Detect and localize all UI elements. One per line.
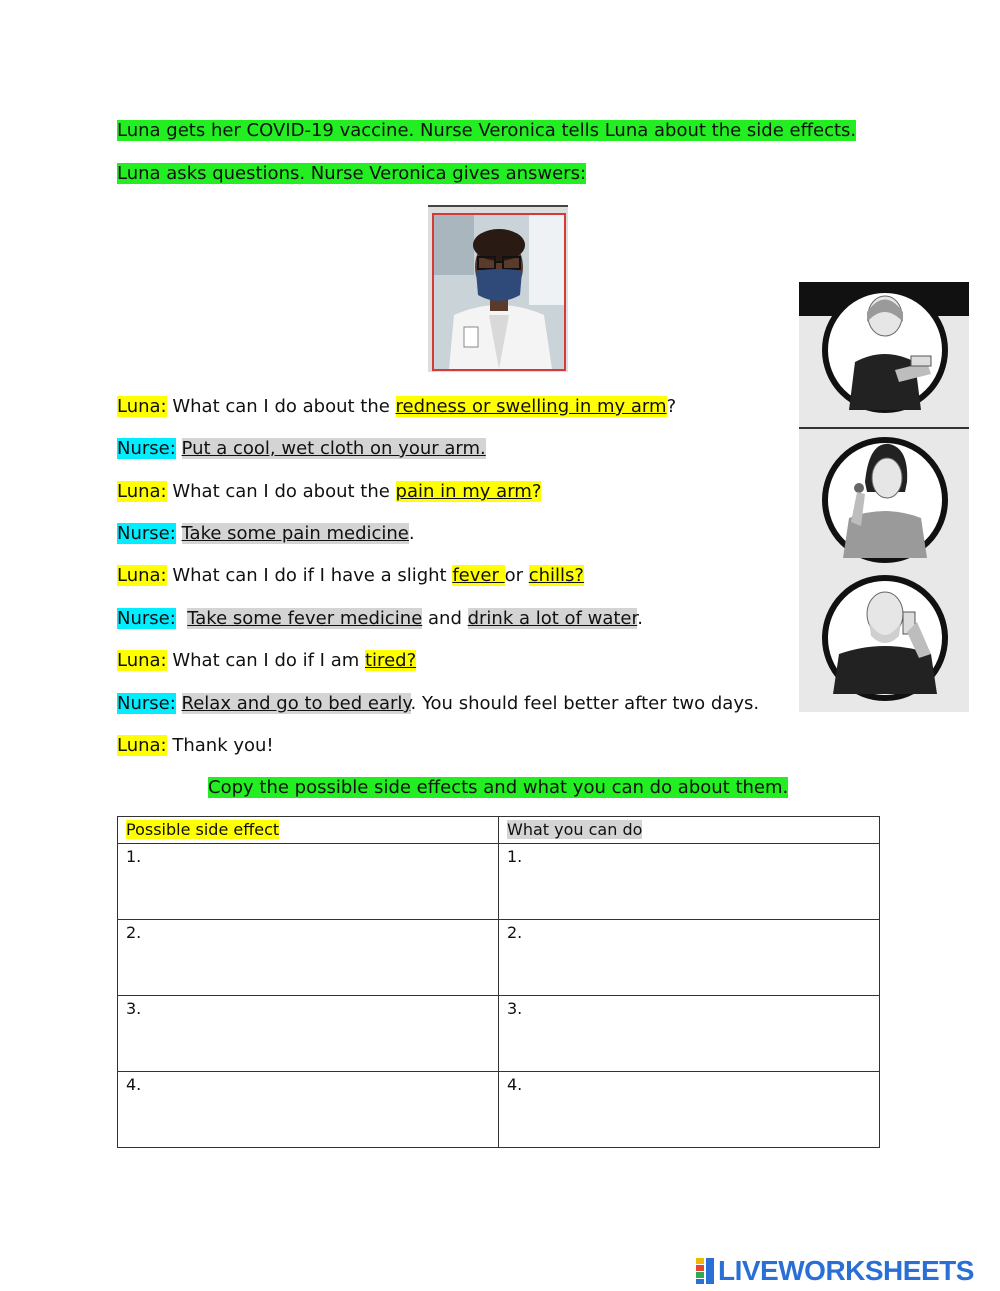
- answer-blank: pain in my arm: [395, 481, 532, 502]
- answer-blank: Take some fever medicine: [187, 608, 423, 629]
- dialogue-line-4: Nurse: Take some pain medicine.: [117, 523, 415, 544]
- side-effect-cell[interactable]: 1.: [118, 844, 499, 920]
- dialogue-line-8: Nurse: Relax and go to bed early. You should feel better after two days.: [117, 693, 760, 714]
- side-effect-cell[interactable]: 3.: [118, 996, 499, 1072]
- side-effects-table: [117, 816, 880, 1148]
- dialogue-line-5: Luna: What can I do if I have a slight fever or chills?: [117, 565, 584, 586]
- dialogue-line-3: Luna: What can I do about the pain in my arm?: [117, 481, 542, 502]
- speaker-luna: Luna:: [117, 735, 167, 756]
- table-row: [118, 920, 880, 996]
- intro-line-1: Luna gets her COVID-19 vaccine. Nurse Veronica tells Luna about the side effects.: [117, 120, 857, 141]
- answer-blank: Put a cool, wet cloth on your arm.: [181, 438, 486, 459]
- answer-blank: Relax and go to bed early: [181, 693, 411, 714]
- dialogue-line-6: Nurse: Take some fever medicine and drink a lot of water.: [117, 608, 643, 629]
- dialogue-line-2: [117, 438, 486, 460]
- liveworksheets-logo-icon: [696, 1258, 714, 1284]
- intro-line-2: Luna asks questions. Nurse Veronica gives answers:: [117, 163, 587, 184]
- instruction: Copy the possible side effects and what you can do about them.: [208, 777, 789, 798]
- side-effects-illustration: [799, 282, 969, 712]
- nurse-photo: [428, 205, 568, 372]
- table-row: [118, 1072, 880, 1148]
- speaker-luna: Luna:: [117, 650, 167, 671]
- speaker-luna: Luna:: [117, 481, 167, 502]
- table-row: [118, 996, 880, 1072]
- speaker-luna: Luna:: [117, 396, 167, 417]
- arm-injury-icon: [825, 290, 945, 410]
- answer-blank: redness or swelling in my arm: [395, 396, 667, 417]
- side-effect-cell[interactable]: 2.: [118, 920, 499, 996]
- header-what-you-can-do: What you can do: [499, 817, 880, 844]
- header-side-effect: Possible side effect: [118, 817, 499, 844]
- speaker-nurse: Nurse:: [117, 608, 176, 629]
- answer-blank: tired?: [365, 650, 417, 671]
- dialogue-line-1: Luna: What can I do about the redness or swelling in my arm?: [117, 396, 677, 417]
- speaker-nurse: Nurse:: [117, 693, 176, 714]
- side-effect-cell[interactable]: 4.: [118, 1072, 499, 1148]
- table-row: [118, 844, 880, 920]
- taking-medicine-icon: [825, 440, 945, 560]
- answer-blank: Take some pain medicine: [181, 523, 409, 544]
- liveworksheets-logo: LIVEWORKSHEETS: [696, 1256, 974, 1286]
- remedy-cell[interactable]: 3.: [499, 996, 880, 1072]
- dialogue-line-7: Luna: What can I do if I am tired?: [117, 650, 417, 671]
- answer-blank: fever: [452, 565, 505, 586]
- remedy-cell[interactable]: 4.: [499, 1072, 880, 1148]
- answer-blank: drink a lot of water: [467, 608, 638, 629]
- drinking-water-icon: [825, 578, 945, 698]
- remedy-cell[interactable]: 2.: [499, 920, 880, 996]
- speaker-luna: Luna:: [117, 565, 167, 586]
- table-header-row: [118, 817, 880, 844]
- speaker-nurse: Nurse:: [117, 438, 176, 459]
- dialogue-line-9: Luna: Thank you!: [117, 735, 274, 756]
- speaker-nurse: Nurse:: [117, 523, 176, 544]
- remedy-cell[interactable]: 1.: [499, 844, 880, 920]
- answer-blank: chills?: [528, 565, 584, 586]
